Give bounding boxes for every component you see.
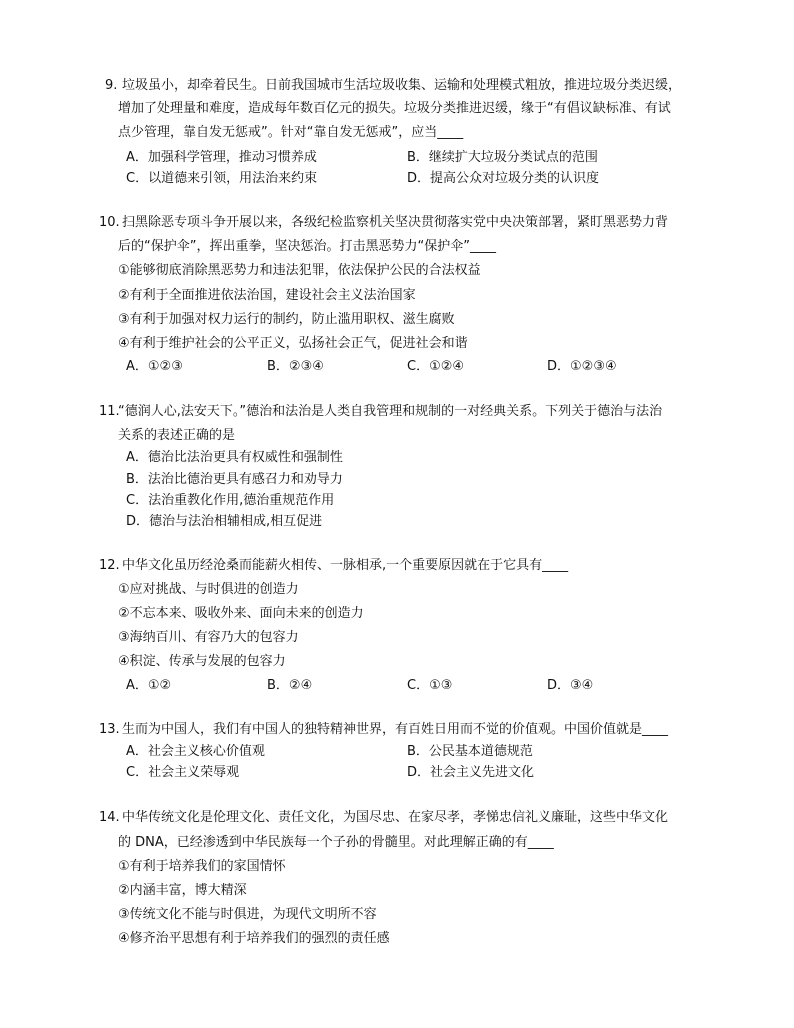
statement-item: ①能够彻底消除黑恶势力和违法犯罪，依法保护公民的合法权益 [118,263,481,278]
question-stem-line: 垃圾虽小，却牵着民生。日前我国城市生活垃圾收集、运输和处理模式粗放，推进垃圾分类迟缓， [122,78,682,93]
statement-item: ③海纳百川、有容乃大的包容力 [118,630,299,645]
question-stem-line: 生而为中国人，我们有中国人的独特精神世界，有百姓日用而不觉的价值观。中国价值就是____ [122,722,669,737]
option-c: C．以道德来引领，用法治来约束 [126,171,318,186]
statement-item: ③有利于加强对权力运行的制约，防止滥用职权、滋生腐败 [118,312,455,327]
option-c: C．法治重教化作用,德治重规范作用 [126,493,335,508]
statement-item: ②有利于全面推进依法治国，建设社会主义法治国家 [118,288,416,303]
question-stem-line: 中华文化虽历经沧桑而能薪火相传、一脉相承,一个重要原因就在于它具有____ [122,558,569,573]
question-number: 14. [99,810,120,825]
question-stem-line: 关系的表述正确的是 [118,428,236,443]
statement-item: ④有利于维护社会的公平正义，弘扬社会正气，促进社会和谐 [118,336,468,351]
question-stem-line: 后的“保护伞”，挥出重拳，坚决惩治。打击黑恶势力“保护伞”____ [118,239,496,254]
option-b: B．公民基本道德规范 [407,744,533,759]
question-number: 13. [99,722,120,737]
question-stem-line: 点少管理，靠自发无惩戒”。针对“靠自发无惩戒”，应当____ [118,125,464,140]
option-a: A．①② [126,678,172,693]
option-a: A．①②③ [126,359,183,374]
option-d: D．③④ [547,678,594,693]
question-stem-line: 的 DNA，已经渗透到中华民族每一个子孙的骨髓里。对此理解正确的有____ [118,835,554,850]
option-d: D．①②③④ [547,359,617,374]
statement-item: ②内涵丰富，博大精深 [118,883,247,898]
question-number: 12. [99,558,120,573]
option-d: D．社会主义先进文化 [407,765,535,780]
option-c: C．社会主义荣辱观 [126,765,240,780]
option-a: A．加强科学管理，推动习惯养成 [126,150,317,165]
option-a: A．社会主义核心价值观 [126,744,265,759]
option-b: B．②④ [267,678,313,693]
question-stem-line: 中华传统文化是伦理文化、责任文化，为国尽忠、在家尽孝，孝悌忠信礼义廉耻，这些中华文化 [122,810,669,825]
statement-item: ①有利于培养我们的家国情怀 [118,859,286,874]
statement-item: ①应对挑战、与时俱进的创造力 [118,582,299,597]
question-stem-line: “德润人心,法安天下。”德治和法治是人类自我管理和规制的一对经典关系。下列关于德治与法治 [118,404,663,419]
option-d: D．提高公众对垃圾分类的认识度 [407,171,600,186]
question-number: 10. [99,215,120,230]
question-number: 9. [105,78,118,93]
question-number: 11. [99,404,120,419]
question-stem-line: 扫黑除恶专项斗争开展以来，各级纪检监察机关坚决贯彻落实党中央决策部署，紧盯黑恶势力背 [122,215,669,230]
statement-item: ④积淀、传承与发展的包容力 [118,654,286,669]
statement-item: ②不忘本来、吸收外来、面向未来的创造力 [118,606,364,621]
option-c: C．①②④ [407,359,465,374]
option-d: D．德治与法治相辅相成,相互促进 [126,514,323,529]
option-b: B．②③④ [267,359,324,374]
question-stem-line: 增加了处理量和难度，造成每年数百亿元的损失。垃圾分类推进迟缓，缘于“有倡议缺标准、有试 [118,101,671,116]
statement-item: ③传统文化不能与时俱进，为现代文明所不容 [118,907,377,922]
option-c: C．①③ [407,678,453,693]
statement-item: ④修齐治平思想有利于培养我们的强烈的责任感 [118,931,390,946]
option-b: B．继续扩大垃圾分类试点的范围 [407,150,598,165]
option-a: A．德治比法治更具有权威性和强制性 [126,450,343,465]
option-b: B．法治比德治更具有感召力和劝导力 [126,472,343,487]
